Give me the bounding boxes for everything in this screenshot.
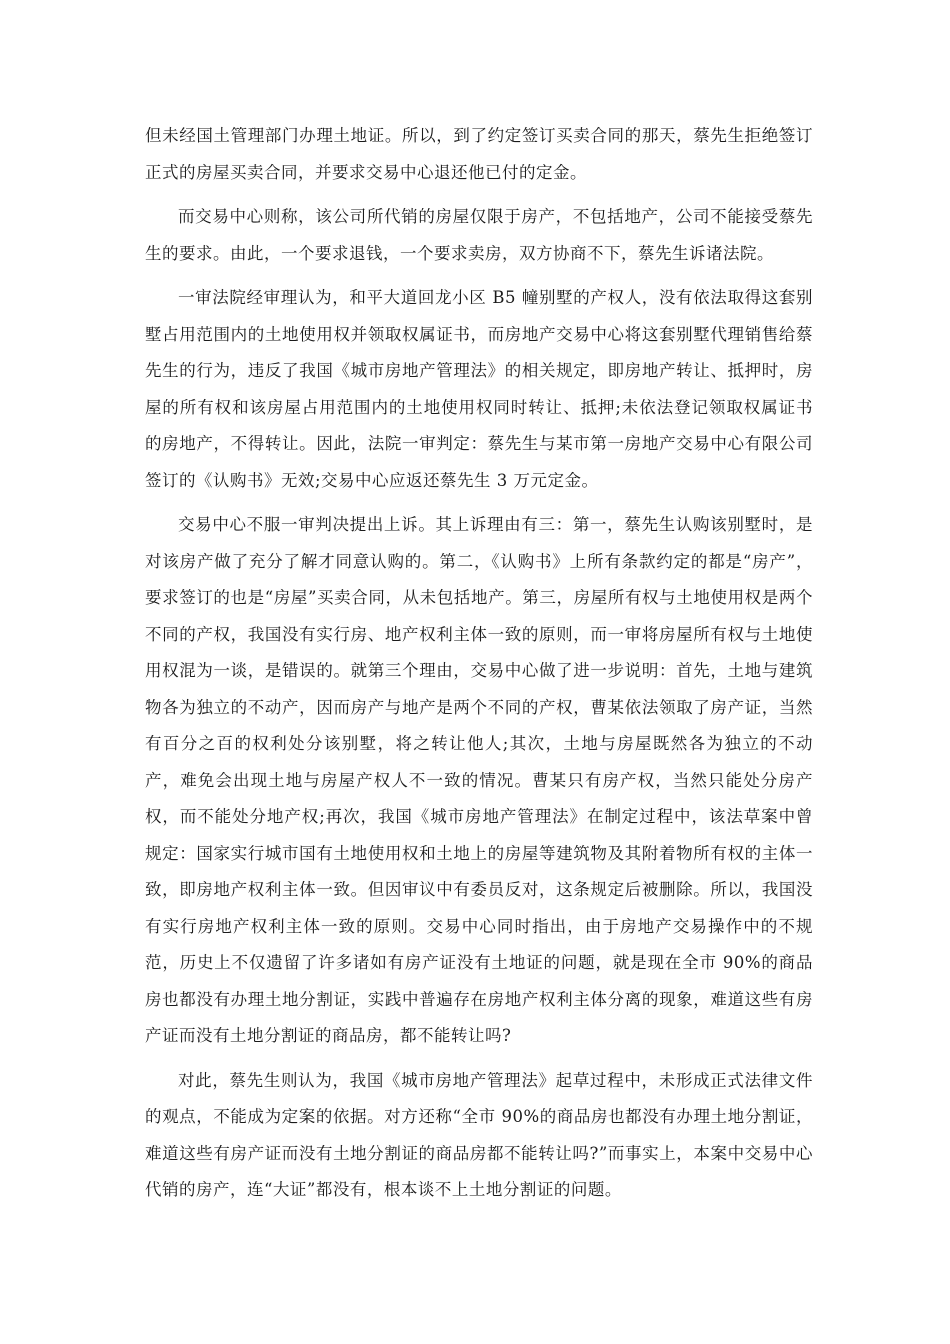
paragraph-5: 对此，蔡先生则认为，我国《城市房地产管理法》起草过程中，未形成正式法律文件的观点，不能成为定案的依据。对方还称“全市 90%的商品房也都没有办理土地分割证，难道这些有房产证而没有土地分割证的商品房都不能转让吗?”而事实上，本案中交易中心代销的房产，连“大证”都没有，根本谈不上土地分割证的问题。 — [145, 1070, 813, 1199]
paragraph-4: 交易中心不服一审判决提出上诉。其上诉理由有三：第一，蔡先生认购该别墅时，是对该房产做了充分了解才同意认购的。第二，《认购书》上所有条款约定的都是“房产”，要求签订的也是“房屋”买卖合同，从未包括地产。第三，房屋所有权与土地使用权是两个不同的产权，我国没有实行房、地产权利主体一致的原则，而一审将房屋所有权与土地使用权混为一谈，是错误的。就第三个理由，交易中心做了进一步说明：首先，土地与建筑物各为独立的不动产，因而房产与地产是两个不同的产权，曹某依法领取了房产证，当然有百分之百的权利处分该别墅，将之转让他人;其次，土地与房屋既然各为独立的不动产，难免会出现土地与房屋产权人不一致的情况。曹某只有房产权，当然只能处分房产权，而不能处分地产权;再次，我国《城市房地产管理法》在制定过程中，该法草案中曾规定：国家实行城市国有土地使用权和土地上的房屋等建筑物及其附着物所有权的主体一致，即房地产权利主体一致。但因审议中有委员反对，这条规定后被删除。所以，我国没有实行房地产权利主体一致的原则。交易中心同时指出，由于房地产交易操作中的不规范，历史上不仅遗留了许多诸如有房产证没有土地证的问题，就是现在全市 90%的商品房也都没有办理土地分割证，实践中普遍存在房地产权利主体分离的现象，难道这些有房产证而没有土地分割证的商品房，都不能转让吗? — [145, 515, 813, 1045]
paragraph-2: 而交易中心则称，该公司所代销的房屋仅限于房产，不包括地产，公司不能接受蔡先生的要求。由此，一个要求退钱，一个要求卖房，双方协商不下，蔡先生诉诸法院。 — [145, 207, 813, 263]
paragraph-1: 但未经国土管理部门办理土地证。所以，到了约定签订买卖合同的那天，蔡先生拒绝签订正式的房屋买卖合同，并要求交易中心退还他已付的定金。 — [145, 126, 813, 182]
document-body — [145, 118, 813, 1209]
paragraph-3: 一审法院经审理认为，和平大道回龙小区 B5 幢别墅的产权人，没有依法取得这套别墅占用范围内的土地使用权并领取权属证书，而房地产交易中心将这套别墅代理销售给蔡先生的行为，违反了我国《城市房地产管理法》的相关规定，即房地产转让、抵押时，房屋的所有权和该房屋占用范围内的土地使用权同时转让、抵押;未依法登记领取权属证书的房地产，不得转让。因此，法院一审判定：蔡先生与某市第一房地产交易中心有限公司签订的《认购书》无效;交易中心应返还蔡先生 3 万元定金。 — [145, 288, 813, 490]
